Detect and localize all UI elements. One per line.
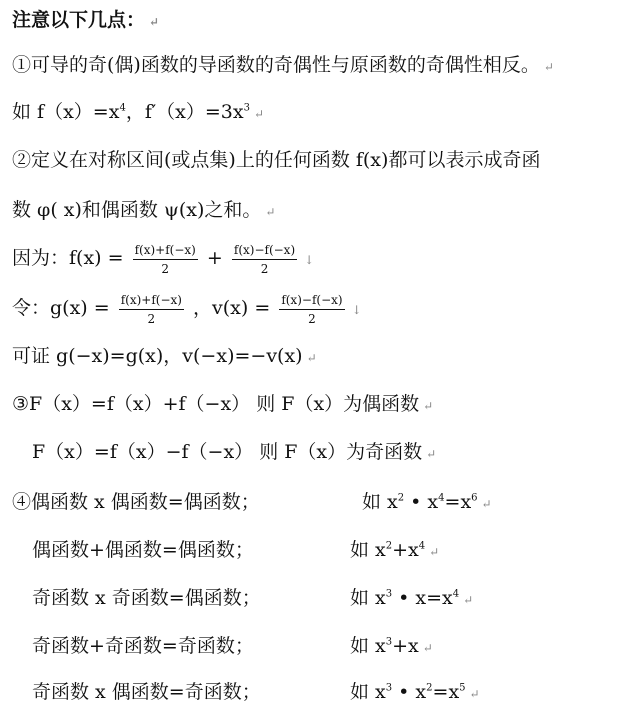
rule-example (362, 482, 492, 524)
rule-example (350, 672, 480, 714)
exponent: 3 (385, 682, 393, 694)
example-text: 如 x (362, 491, 398, 513)
exponent: 3 (385, 636, 393, 648)
example-text: ，f′（x）=3x (125, 101, 244, 123)
point-3-text: ③F（x）=f（x）+f（−x） 则 F（x）为偶函数 (12, 393, 420, 415)
point-2-text: ②定义在对称区间(或点集)上的任何函数 f(x)都可以表示成奇函 (12, 149, 541, 171)
paragraph-mark: ↵ (423, 399, 434, 413)
paragraph-mark: ↵ (543, 60, 554, 74)
paragraph-mark: ↵ (463, 593, 474, 607)
fraction-g (119, 293, 184, 326)
exponent: 4 (418, 540, 426, 552)
paragraph-mark: ↵ (429, 545, 440, 559)
exponent: 5 (459, 682, 466, 694)
rule-text: 奇函数 x 奇函数=偶函数； (32, 587, 261, 609)
paragraph-mark: ↵ (149, 15, 160, 29)
rule-row (32, 578, 474, 618)
rule-example (350, 626, 433, 668)
formula-prefix: 因为：f(x) = (12, 247, 124, 269)
example-text: 如 x (350, 587, 386, 609)
paragraph-mark: ↵ (422, 641, 433, 655)
fraction-odd-part (232, 243, 297, 276)
example-text: +x (392, 539, 419, 561)
example-text: • x (404, 491, 439, 513)
numerator: f(x)−f(−x) (232, 243, 297, 260)
paragraph-mark: ↵ (469, 687, 480, 701)
example-1 (12, 92, 264, 132)
example-text: • x (392, 681, 427, 703)
point-1 (12, 45, 554, 85)
rule-row (32, 672, 480, 712)
point-2-line-2 (12, 190, 275, 230)
example-text: 如 x (350, 539, 386, 561)
numerator: f(x)+f(−x) (119, 293, 184, 310)
let-formula (12, 288, 362, 328)
point-1-text: ①可导的奇(偶)函数的导函数的奇偶性与原函数的奇偶性相反。 (12, 54, 540, 76)
exponent: 2 (426, 682, 433, 694)
proof-text: 可证 g(−x)=g(x)，v(−x)=−v(x) (12, 345, 303, 367)
example-text: • x=x (392, 587, 453, 609)
proof-line (12, 336, 317, 376)
line-break-mark: ↓ (351, 303, 362, 317)
exponent: 3 (243, 102, 250, 114)
rule-row (32, 626, 433, 666)
fraction-even-part (133, 243, 198, 276)
rule-text: 奇函数 x 偶函数=奇函数； (32, 681, 261, 703)
paragraph-mark: ↵ (426, 447, 437, 461)
exponent: 4 (452, 588, 460, 600)
paragraph-mark: ↵ (306, 351, 317, 365)
rule-text: ④偶函数 x 偶函数=偶函数； (12, 491, 260, 513)
because-formula (12, 238, 314, 278)
exponent: 6 (471, 492, 478, 504)
exponent: 2 (397, 492, 405, 504)
rule-example (350, 578, 473, 620)
heading-text: 注意以下几点： (12, 9, 146, 31)
formula-prefix: 令：g(x) = (12, 297, 110, 319)
exponent: 3 (385, 588, 393, 600)
denominator: 2 (260, 261, 269, 276)
rule-row (32, 530, 440, 570)
exponent: 2 (385, 540, 393, 552)
fraction-v (279, 293, 344, 326)
numerator: f(x)+f(−x) (133, 243, 198, 260)
rule-text: 奇函数+奇函数=奇函数； (32, 635, 254, 657)
example-text: +x (392, 635, 419, 657)
example-text: 如 x (350, 635, 386, 657)
point-3-line-1 (12, 384, 433, 424)
plus-sign: + (206, 247, 223, 269)
line-break-mark: ↓ (304, 253, 315, 267)
denominator: 2 (161, 261, 170, 276)
denominator: 2 (147, 311, 156, 326)
denominator: 2 (308, 311, 316, 326)
example-text: =x (444, 491, 472, 513)
point-3-text: F（x）=f（x）−f（−x） 则 F（x）为奇函数 (32, 441, 423, 463)
paragraph-mark: ↵ (265, 205, 276, 219)
heading (12, 0, 159, 40)
paragraph-mark: ↵ (481, 497, 492, 511)
point-2-line-1 (12, 140, 540, 180)
numerator: f(x)−f(−x) (279, 293, 344, 310)
example-text: 如 x (350, 681, 386, 703)
example-text: 如 f（x）=x (12, 101, 120, 123)
paragraph-mark: ↵ (253, 107, 265, 121)
rule-text: 偶函数+偶函数=偶函数； (32, 539, 254, 561)
example-text: =x (432, 681, 460, 703)
rule-row (12, 482, 492, 522)
rule-example (350, 530, 439, 572)
point-3-line-2 (32, 432, 436, 472)
exponent: 4 (438, 492, 445, 504)
point-2-text: 数 φ( x)和偶函数 ψ(x)之和。 (12, 199, 262, 221)
formula-middle: ，v(x) = (193, 297, 271, 319)
exponent: 4 (119, 102, 126, 114)
